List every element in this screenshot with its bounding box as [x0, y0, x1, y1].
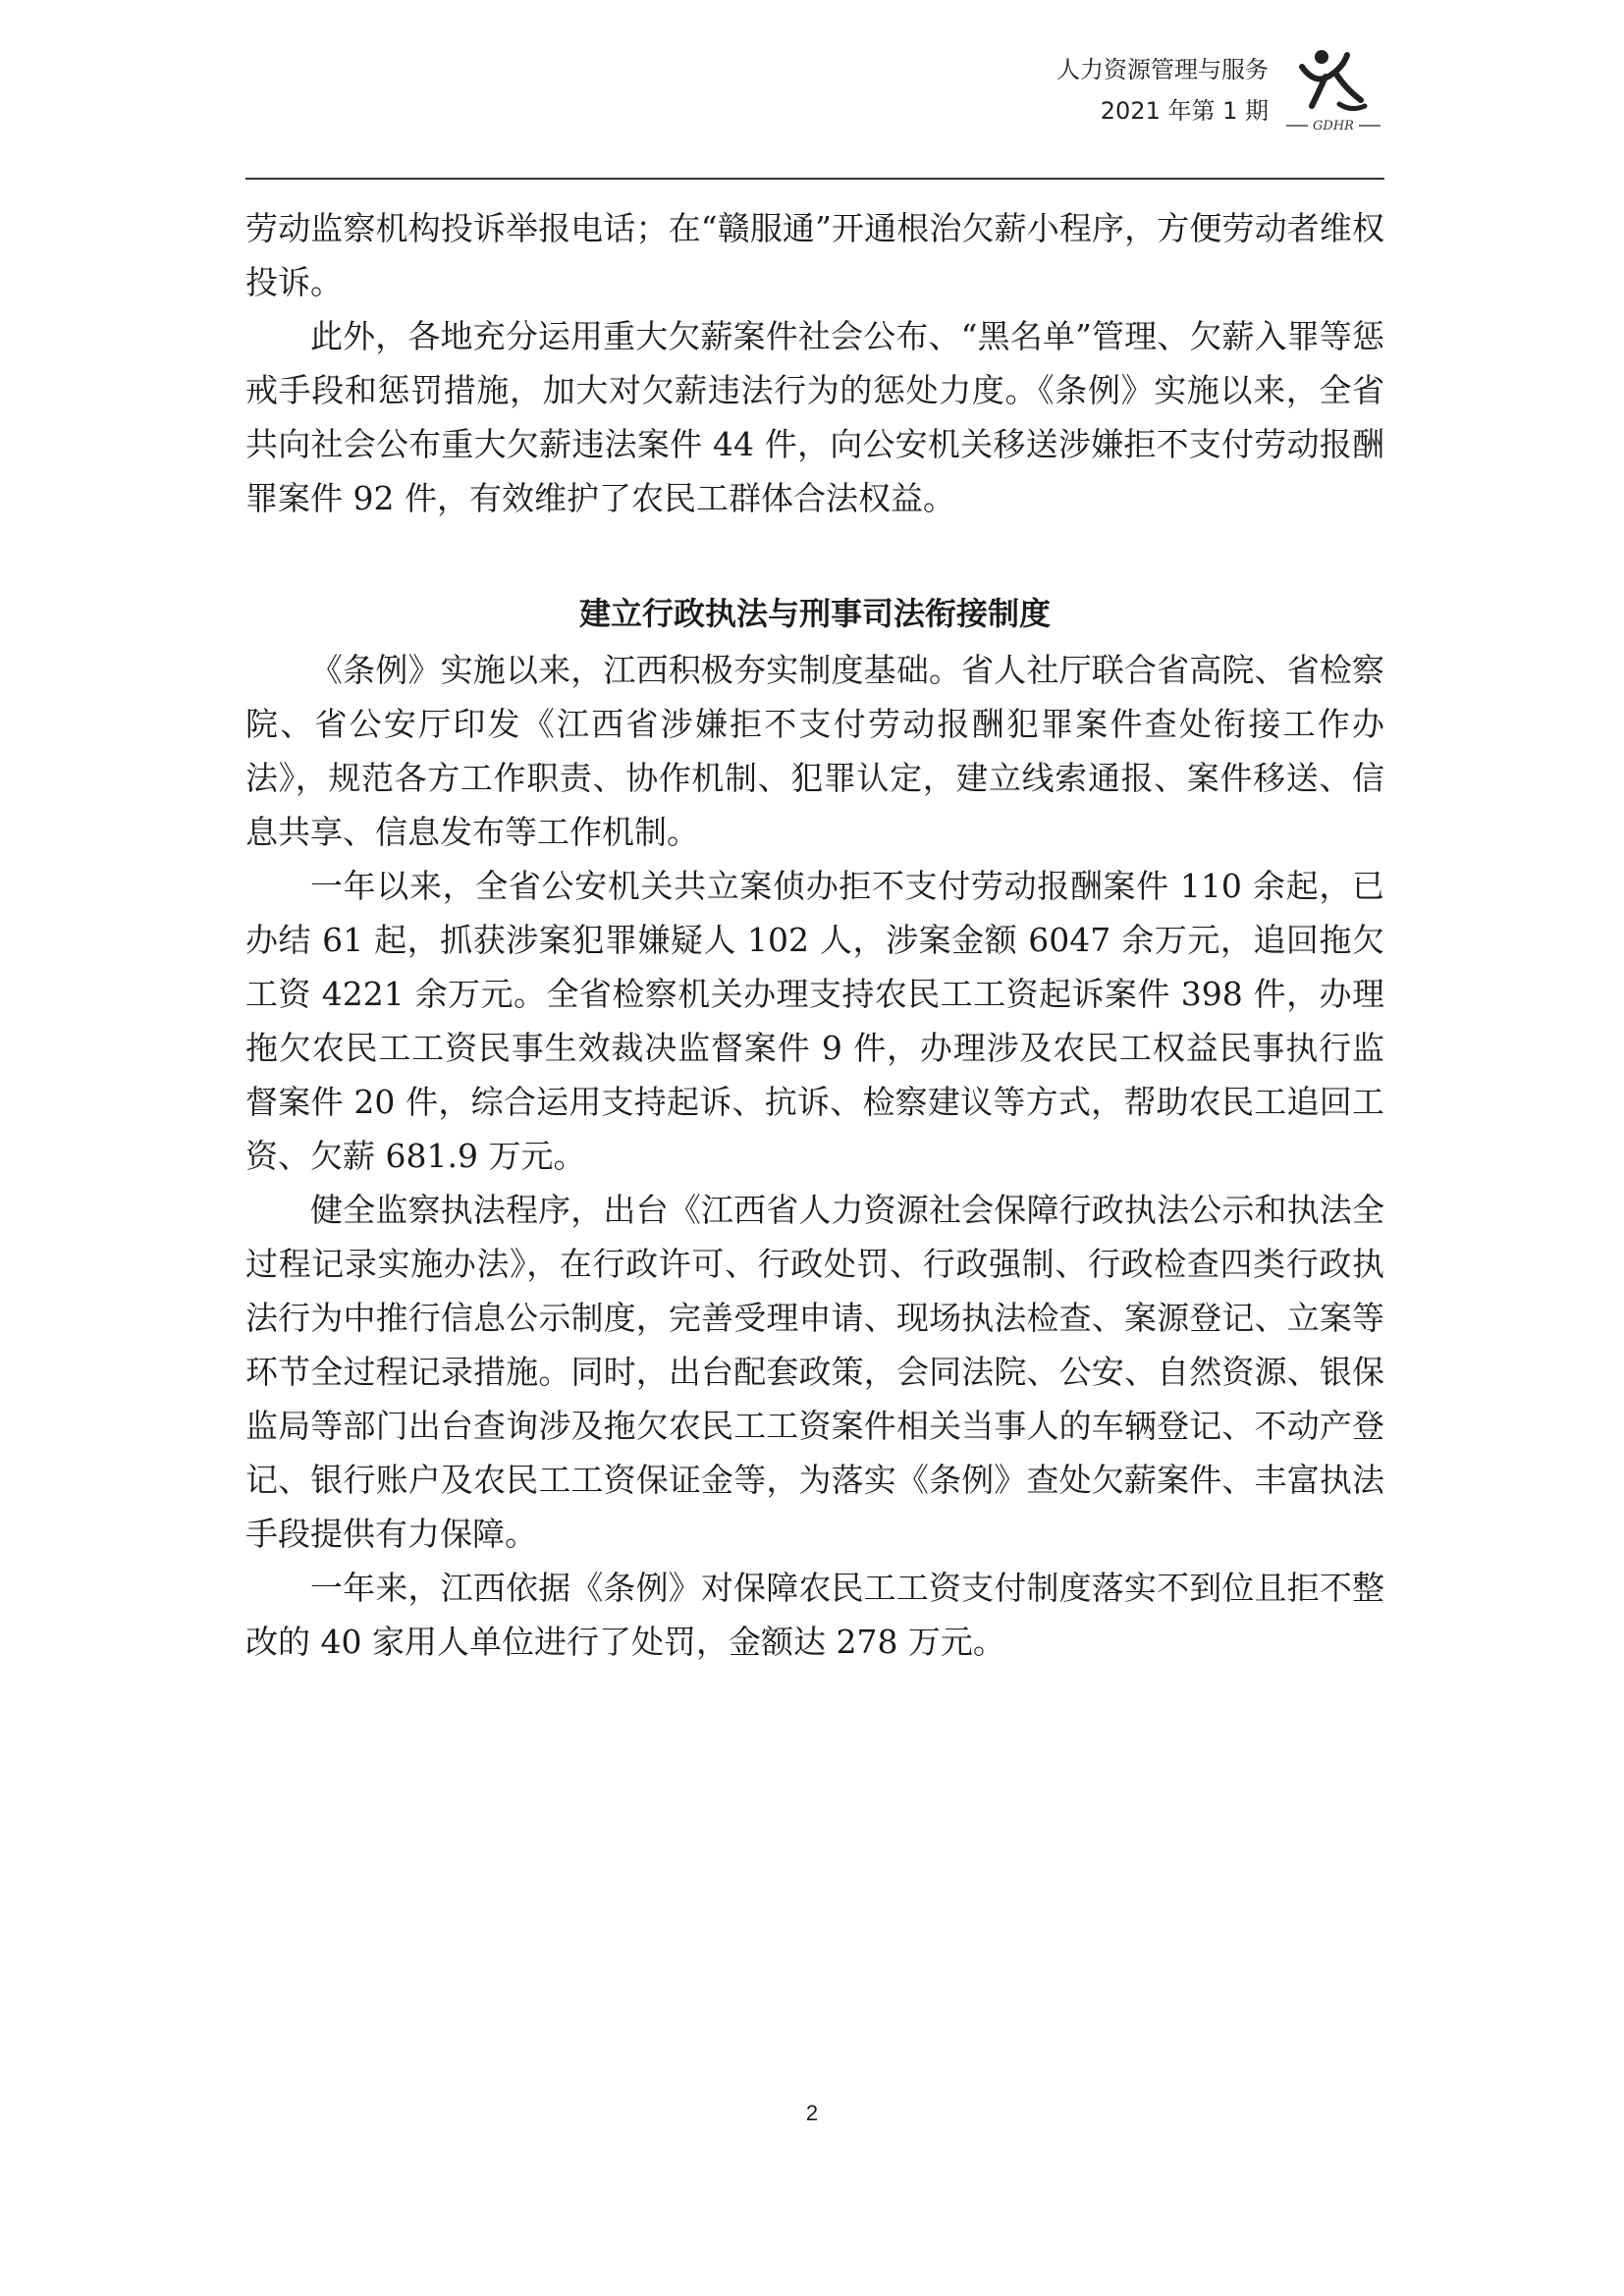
header-text — [1056, 49, 1269, 132]
paragraph-4: 一年以来，全省公安机关共立案侦办拒不支付劳动报酬案件 110 余起，已办结 61 起，抓获涉案犯罪嫌疑人 102 人，涉案金额 6047 余万元，追回拖欠工资 4221 余万元。全省检察机关办理支持农民工工资起诉案件 398 件，办理拖欠农民工工资民事生效裁决监督案件 9 件，办理涉及农民工权益民事执行监督案件 20 件，综合运用支持起诉、抗诉、检察建议等方式，帮助农民工追回工资、欠薪 681.9 万元。 — [245, 867, 1384, 1175]
paragraph-6: 一年来，江西依据《条例》对保障农民工工资支付制度落实不到位且拒不整改的 40 家用人单位进行了处罚，金额达 278 万元。 — [245, 1569, 1384, 1661]
paragraph-5: 健全监察执法程序，出台《江西省人力资源社会保障行政执法公示和执法全过程记录实施办法》，在行政许可、行政处罚、行政强制、行政检查四类行政执法行为中推行信息公示制度，完善受理申请、现场执法检查、案源登记、立案等环节全过程记录措施。同时，出台配套政策，会同法院、公安、自然资源、银保监局等部门出台查询涉及拖欠农民工工资案件相关当事人的车辆登记、不动产登记、银行账户及农民工工资保证金等，为落实《条例》查处欠薪案件、丰富执法手段提供有力保障。 — [245, 1191, 1384, 1553]
logo-text: GDHR — [1313, 119, 1354, 133]
paragraph-3: 《条例》实施以来，江西积极夯实制度基础。省人社厅联合省高院、省检察院、省公安厅印发《江西省涉嫌拒不支付劳动报酬犯罪案件查处衔接工作办法》，规范各方工作职责、协作机制、犯罪认定，建立线索通报、案件移送、信息共享、信息发布等工作机制。 — [245, 651, 1384, 851]
section-title: 建立行政执法与刑事司法衔接制度 — [578, 595, 1051, 632]
paragraph-1: 劳动监察机构投诉举报电话；在“赣服通”开通根治欠薪小程序，方便劳动者维权投诉。 — [245, 209, 1384, 301]
page-header — [245, 39, 1384, 177]
issue-label: 2021 年第 1 期 — [1100, 97, 1269, 125]
page-number: 2 — [805, 2101, 819, 2125]
paragraph-2: 此外，各地充分运用重大欠薪案件社会公布、“黑名单”管理、欠薪入罪等惩戒手段和惩罚措施，加大对欠薪违法行为的惩处力度。《条例》实施以来，全省共向社会公布重大欠薪违法案件 44 件，向公安机关移送涉嫌拒不支付劳动报酬罪案件 92 件，有效维护了农民工群体合法权益。 — [245, 317, 1384, 517]
header-rule — [245, 178, 1384, 180]
gdhr-logo — [1282, 47, 1384, 133]
article-body — [245, 201, 1384, 1669]
journal-title: 人力资源管理与服务 — [1056, 56, 1269, 83]
